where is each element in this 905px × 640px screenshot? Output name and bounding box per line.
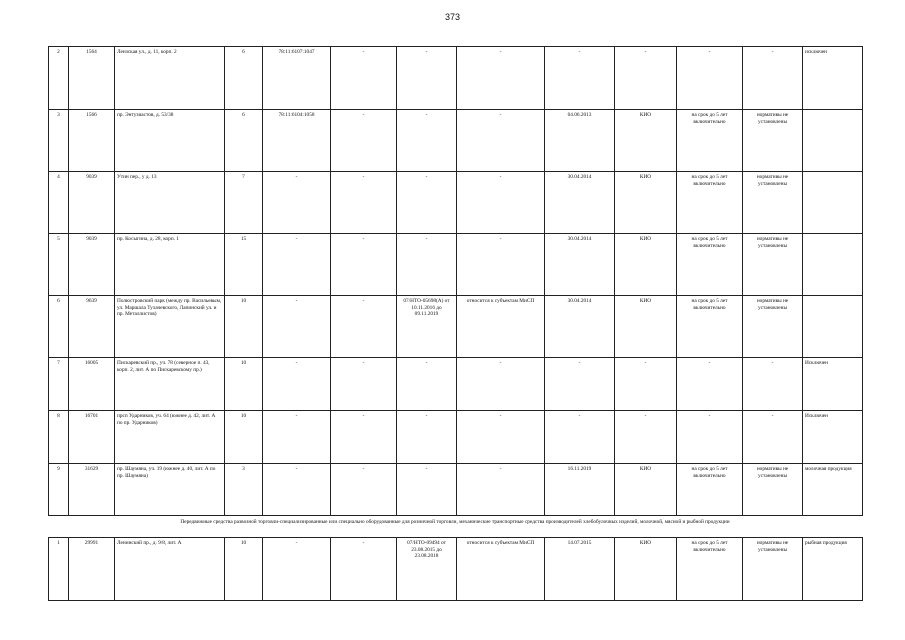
cell-id: 16005 [69, 358, 115, 411]
cell-cadastre: - [263, 411, 331, 464]
cell-note [803, 110, 863, 172]
cell-date: 04.06.2013 [545, 110, 615, 172]
cell-c6: - [331, 538, 397, 601]
cell-date: 30.04.2014 [545, 172, 615, 234]
cell-address: прсп Ударников, уч. 64 (южнее д. 42, лит. А по пр. Ударников) [115, 411, 225, 464]
cell-address: Утин пер., у д. 13 [115, 172, 225, 234]
cell-org: - [615, 411, 677, 464]
cell-c8: относится к субъектам МиСП [457, 296, 545, 358]
cell-c6: - [331, 172, 397, 234]
cell-area: 10 [225, 296, 263, 358]
cell-address: пр. Энтузиастов, д. 53/38 [115, 110, 225, 172]
table-row [49, 358, 863, 411]
cell-num: 1 [49, 538, 69, 601]
cell-date: 16.11.2019 [545, 464, 615, 516]
cell-address: пр. Шаумяна, уч. 19 (южнее д. 40, лит. А по пр. Шаумяна) [115, 464, 225, 516]
cell-restrict: нормативы не установлены [743, 234, 803, 296]
cell-org: КИО [615, 110, 677, 172]
cell-org: - [615, 47, 677, 110]
cell-restrict: нормативы не установлены [743, 172, 803, 234]
cell-c7: - [397, 234, 457, 296]
cell-term: на срок до 5 лет включительно [677, 172, 743, 234]
cell-term: - [677, 411, 743, 464]
table-row [49, 47, 863, 110]
cell-c7: - [397, 47, 457, 110]
cell-restrict: нормативы не установлены [743, 538, 803, 601]
bottom-table [48, 537, 863, 601]
cell-c7: - [397, 358, 457, 411]
cell-date: 30.04.2014 [545, 296, 615, 358]
cell-cadastre: - [263, 538, 331, 601]
cell-c6: - [331, 234, 397, 296]
cell-c8: - [457, 358, 545, 411]
cell-area: 15 [225, 234, 263, 296]
cell-date: 30.04.2014 [545, 234, 615, 296]
cell-date: 14.07.2015 [545, 538, 615, 601]
cell-term: на срок до 5 лет включительно [677, 296, 743, 358]
cell-id: 1564 [69, 47, 115, 110]
section-note: Передвижные средства развозной торговли-специализированные или специально оборудованные для розничной торговли, механические транспортные средства производителей хлебобулочных изделий, молочной, мясной и рыбной продукции [180, 519, 730, 525]
cell-c6: - [331, 358, 397, 411]
cell-restrict: - [743, 47, 803, 110]
cell-note: рыбная продукция [803, 538, 863, 601]
cell-c8: - [457, 411, 545, 464]
cell-id: 1566 [69, 110, 115, 172]
cell-area: 6 [225, 110, 263, 172]
cell-area: 10 [225, 411, 263, 464]
cell-org: КИО [615, 464, 677, 516]
cell-c6: - [331, 464, 397, 516]
cell-c6: - [331, 411, 397, 464]
cell-restrict: нормативы не установлены [743, 296, 803, 358]
cell-address: пр. Косыгина, д. 28, корп. 1 [115, 234, 225, 296]
cell-term: - [677, 358, 743, 411]
cell-address: Полюстровский парк (между пр. Васильевым, ул. Маршала Тухачевского, Лапинский ул. и пр. Металлистов) [115, 296, 225, 358]
cell-c8: - [457, 47, 545, 110]
cell-c8: относится к субъектам МиСП [457, 538, 545, 601]
cell-cadastre: - [263, 234, 331, 296]
cell-c6: - [331, 47, 397, 110]
cell-num: 6 [49, 296, 69, 358]
cell-restrict: нормативы не установлены [743, 464, 803, 516]
cell-cadastre: 78:11:6107:1047 [263, 47, 331, 110]
cell-c7: 07/НТО-09494 от 23.08.2015 до 23.08.2018 [397, 538, 457, 601]
cell-note: молочная продукция [803, 464, 863, 516]
cell-c7: - [397, 464, 457, 516]
cell-term: на срок до 5 лет включительно [677, 464, 743, 516]
cell-date: - [545, 411, 615, 464]
cell-org: КИО [615, 172, 677, 234]
cell-address: Пискаревский пр., уч. 78 (северное п. 43, корп. 2, лит. А по Пискаревскому пр.) [115, 358, 225, 411]
cell-num: 8 [49, 411, 69, 464]
cell-cadastre: - [263, 358, 331, 411]
cell-num: 4 [49, 172, 69, 234]
cell-c6: - [331, 296, 397, 358]
cell-org: - [615, 358, 677, 411]
table-row [49, 110, 863, 172]
cell-address: Ленинский пр., д. 9/8, лит. А [115, 538, 225, 601]
cell-note: Исключен [803, 411, 863, 464]
cell-cadastre: - [263, 172, 331, 234]
cell-term: на срок до 5 лет включительно [677, 110, 743, 172]
cell-term: - [677, 47, 743, 110]
cell-c8: - [457, 234, 545, 296]
cell-c7: - [397, 172, 457, 234]
cell-org: КИО [615, 234, 677, 296]
main-table [48, 46, 863, 516]
cell-term: на срок до 5 лет включительно [677, 234, 743, 296]
cell-num: 9 [49, 464, 69, 516]
cell-date: - [545, 358, 615, 411]
cell-date: - [545, 47, 615, 110]
cell-c6: - [331, 110, 397, 172]
table-row [49, 464, 863, 516]
cell-num: 7 [49, 358, 69, 411]
cell-org: КИО [615, 296, 677, 358]
cell-term: на срок до 5 лет включительно [677, 538, 743, 601]
table-row [49, 411, 863, 464]
cell-c8: - [457, 110, 545, 172]
cell-note: Исключен [803, 358, 863, 411]
cell-cadastre: - [263, 296, 331, 358]
cell-area: 6 [225, 47, 263, 110]
cell-note [803, 172, 863, 234]
cell-note [803, 296, 863, 358]
cell-cadastre: 78:11:6104:1058 [263, 110, 331, 172]
table-row [49, 172, 863, 234]
cell-address: Лензская ул., д. 11, корп. 2 [115, 47, 225, 110]
cell-area: 10 [225, 538, 263, 601]
cell-id: 16701 [69, 411, 115, 464]
table-row [49, 538, 863, 601]
cell-restrict: нормативы не установлены [743, 110, 803, 172]
cell-num: 3 [49, 110, 69, 172]
cell-note: исключен [803, 47, 863, 110]
table-row [49, 234, 863, 296]
cell-note [803, 234, 863, 296]
cell-num: 2 [49, 47, 69, 110]
cell-id: 31629 [69, 464, 115, 516]
cell-id: 9639 [69, 296, 115, 358]
cell-area: 3 [225, 464, 263, 516]
cell-c8: - [457, 464, 545, 516]
cell-id: 9039 [69, 234, 115, 296]
cell-c7: - [397, 110, 457, 172]
cell-area: 7 [225, 172, 263, 234]
cell-restrict: - [743, 358, 803, 411]
cell-id: 29991 [69, 538, 115, 601]
cell-restrict: - [743, 411, 803, 464]
cell-c8: - [457, 172, 545, 234]
cell-area: 10 [225, 358, 263, 411]
cell-org: КИО [615, 538, 677, 601]
cell-num: 5 [49, 234, 69, 296]
table-row [49, 296, 863, 358]
cell-c7: - [397, 411, 457, 464]
cell-id: 9039 [69, 172, 115, 234]
cell-cadastre: - [263, 464, 331, 516]
page-number: 373 [444, 12, 461, 22]
cell-c7: 07/НТО-05698(А) от 10.11.2016 до 09.11.2019 [397, 296, 457, 358]
